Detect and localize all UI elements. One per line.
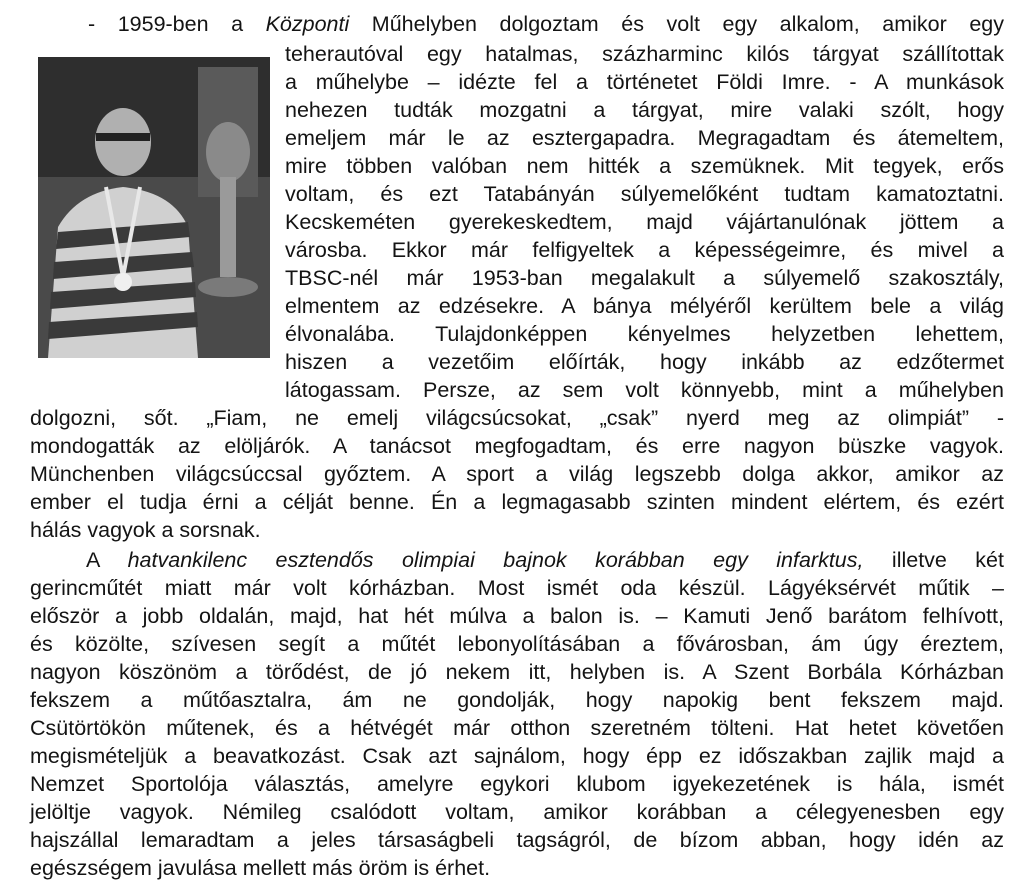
line-text: A bbox=[86, 548, 128, 572]
article-line: gerincműtét miatt már volt kórházban. Most ismét oda készül. Lágyéksérvét műtik – bbox=[30, 576, 1004, 600]
article-line: Münchenben világcsúccsal győztem. A sport a világ legszebb dolga akkor, amikor az bbox=[30, 462, 1004, 486]
article-line: látogassam. Persze, az sem volt könnyebb, mint a műhelyben bbox=[285, 378, 1004, 402]
article-line: hálás vagyok a sorsnak. bbox=[30, 518, 261, 542]
article-line: emeljem már le az esztergapadra. Megragadtam és átemeltem, bbox=[285, 126, 1004, 150]
article-line: nehezen tudták mozgatni a tárgyat, mire valaki szólt, hogy bbox=[285, 98, 1004, 122]
article-line: élvonalába. Tulajdonképpen kényelmes helyzetben lehettem, bbox=[285, 322, 1004, 346]
article-line: Csütörtökön műtenek, és a hétvégét már otthon szeretném tölteni. Hat hetet követően bbox=[30, 716, 1004, 740]
article-line: először a jobb oldalán, majd, hat hét múlva a balon is. – Kamuti Jenő barátom felhívott, bbox=[30, 604, 1004, 628]
article-line: hiszen a vezetőim előírták, hogy inkább az edzőtermet bbox=[285, 350, 1004, 374]
article-line bbox=[88, 12, 1004, 37]
article-line: voltam, és ezt Tatabányán súlyemelőként tudtam kamatoztatni. bbox=[285, 182, 1004, 206]
line-emphasis: Központi bbox=[265, 12, 350, 36]
article-line: Kecskeméten gyerekeskedtem, majd vájártanulónak jöttem a bbox=[285, 210, 1004, 234]
line-text: illetve két bbox=[863, 548, 1004, 572]
article-line: hajszállal lemaradtam a jeles társaságbeli tagságról, de bízom abban, hogy idén az bbox=[30, 828, 1004, 852]
article-line bbox=[86, 548, 1004, 573]
line-emphasis: hatvankilenc esztendős olimpiai bajnok korábban egy infarktus, bbox=[127, 548, 864, 572]
article-line: városba. Ekkor már felfigyeltek a képességeimre, és mivel a bbox=[285, 238, 1004, 262]
article-line: elmentem az edzésekre. A bánya mélyéről kerültem bele a világ bbox=[285, 294, 1004, 318]
article-line: egészségem javulása mellett más öröm is érhet. bbox=[30, 856, 491, 880]
line-text: Műhelyben dolgoztam és volt egy alkalom, amikor egy bbox=[349, 12, 1004, 36]
line-text: - 1959-ben a bbox=[88, 12, 266, 36]
article-line: megismételjük a beavatkozást. Csak azt sajnálom, hogy épp ez időszakban zajlik majd a bbox=[30, 744, 1004, 768]
article-line: és közölte, szívesen segít a műtét lebonyolításában a fővárosban, ám úgy éreztem, bbox=[30, 632, 1004, 656]
article-line: jelöltje vagyok. Némileg csalódott voltam, amikor korábban a célegyenesben egy bbox=[30, 800, 1004, 824]
article-line: mire többen valóban nem hitték a szemüknek. Mit tegyek, erős bbox=[285, 154, 1004, 178]
article-line: nagyon köszönöm a törődést, de jó nekem itt, helyben is. A Szent Borbála Kórházban bbox=[30, 660, 1004, 684]
article-line: teherautóval egy hatalmas, százharminc kilós tárgyat szállítottak bbox=[285, 42, 1004, 66]
article-line: Nemzet Sportolója választás, amelyre egykori klubom igyekezetének is hála, ismét bbox=[30, 772, 1004, 796]
article-line: fekszem a műtőasztalra, ám ne gondolják, hogy napokig bent fekszem majd. bbox=[30, 688, 1004, 712]
article-line: mondogatták az elöljárók. A tanácsot megfogadtam, és erre nagyon büszke vagyok. bbox=[30, 434, 1004, 458]
portrait-photo-illustration bbox=[38, 57, 270, 358]
article-line: TBSC-nél már 1953-ban megalakult a súlyemelő szakosztály, bbox=[285, 266, 1004, 290]
article-line: a műhelybe – idézte fel a történetet Földi Imre. - A munkások bbox=[285, 70, 1004, 94]
article-line: ember el tudja érni a célját benne. Én a legmagasabb szinten mindent elértem, és ezért bbox=[30, 490, 1004, 514]
article-line: dolgozni, sőt. „Fiam, ne emelj világcsúcsokat, „csak” nyerd meg az olimpiát” - bbox=[30, 406, 1004, 430]
portrait-photo bbox=[38, 57, 270, 358]
